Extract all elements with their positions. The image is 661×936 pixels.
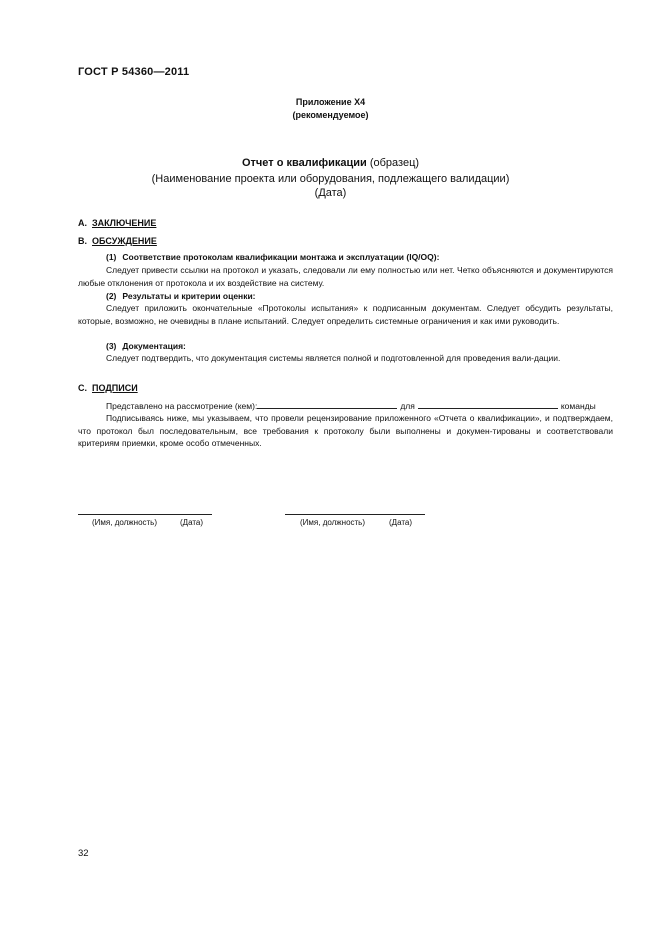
signature-line-right[interactable] bbox=[285, 514, 425, 515]
left-date-caption: (Дата) bbox=[180, 518, 204, 527]
section-c-letter: C. bbox=[78, 383, 87, 393]
submitted-suffix: команды bbox=[560, 401, 596, 411]
right-date-caption: (Дата) bbox=[389, 518, 413, 527]
report-title bbox=[0, 157, 661, 169]
section-b-title: ОБСУЖДЕНИЕ bbox=[92, 236, 157, 246]
item2-title: Результаты и критерии оценки: bbox=[122, 291, 256, 301]
section-a-title: ЗАКЛЮЧЕНИЕ bbox=[92, 218, 157, 228]
submitted-mid: для bbox=[400, 401, 415, 411]
section-a-heading bbox=[78, 218, 156, 228]
item1-num: (1) bbox=[106, 252, 117, 262]
item2-text bbox=[78, 302, 613, 327]
page-number: 32 bbox=[78, 848, 89, 859]
team-blank[interactable] bbox=[418, 399, 558, 409]
item1-title: Соответствие протоколам квалификации монтажа и эксплуатации (IQ/OQ): bbox=[122, 252, 440, 262]
section-c-title: ПОДПИСИ bbox=[92, 383, 138, 393]
right-name-caption: (Имя, должность) bbox=[300, 518, 366, 527]
item1-text bbox=[78, 264, 613, 289]
item1-text-content: Следует привести ссылки на протокол и указать, следовали ли ему полностью или нет. Четко объясняются и документируются любые отклонения от протокола и их воздействие на систему. bbox=[78, 265, 613, 288]
item3-text bbox=[78, 352, 613, 365]
section-b-letter: B. bbox=[78, 236, 87, 246]
annex-label: Приложение Х4 bbox=[295, 97, 366, 107]
item2-heading bbox=[106, 291, 256, 301]
standard-code: ГОСТ Р 54360—2011 bbox=[78, 66, 190, 78]
report-title-bold: Отчет о квалификации bbox=[241, 157, 367, 169]
report-date: (Дата) bbox=[314, 187, 347, 199]
item2-text-content: Следует приложить окончательные «Протоколы испытания» к подписанным документам. Следует обсудить результаты, которые, возможно, не очевидны в плане испытаний. Следует определить системные ограничения и как ими руководить. bbox=[78, 303, 613, 326]
section-a-letter: A. bbox=[78, 218, 87, 228]
report-title-rest: (образец) bbox=[366, 157, 420, 169]
item3-text-content: Следует подтвердить, что документация системы является полной и подготовленной для проведения вали-дации. bbox=[106, 353, 561, 363]
submitted-prefix: Представлено на рассмотрение (кем): bbox=[106, 401, 258, 411]
signature-statement bbox=[78, 412, 613, 450]
submitted-line bbox=[106, 399, 613, 411]
submitted-by-blank[interactable] bbox=[257, 399, 397, 409]
item1-heading bbox=[106, 252, 439, 262]
item2-num: (2) bbox=[106, 291, 117, 301]
annex-status: (рекомендуемое) bbox=[292, 110, 369, 120]
signature-statement-text: Подписываясь ниже, мы указываем, что провели рецензирование приложенного «Отчета о квалификации», и подтверждаем, что протокол был последовательным, все требования к протоколу были выполнены и докумен-тированы и соответствовали критериям приемки, кроме особо отмеченных. bbox=[78, 413, 613, 448]
section-b-heading bbox=[78, 236, 157, 246]
signature-line-left[interactable] bbox=[78, 514, 212, 515]
item3-num: (3) bbox=[106, 341, 117, 351]
report-subtitle: (Наименование проекта или оборудования, подлежащего валидации) bbox=[151, 173, 510, 185]
left-name-caption: (Имя, должность) bbox=[92, 518, 158, 527]
section-c-heading bbox=[78, 383, 138, 393]
item3-title: Документация: bbox=[122, 341, 186, 351]
item3-heading bbox=[106, 341, 186, 351]
